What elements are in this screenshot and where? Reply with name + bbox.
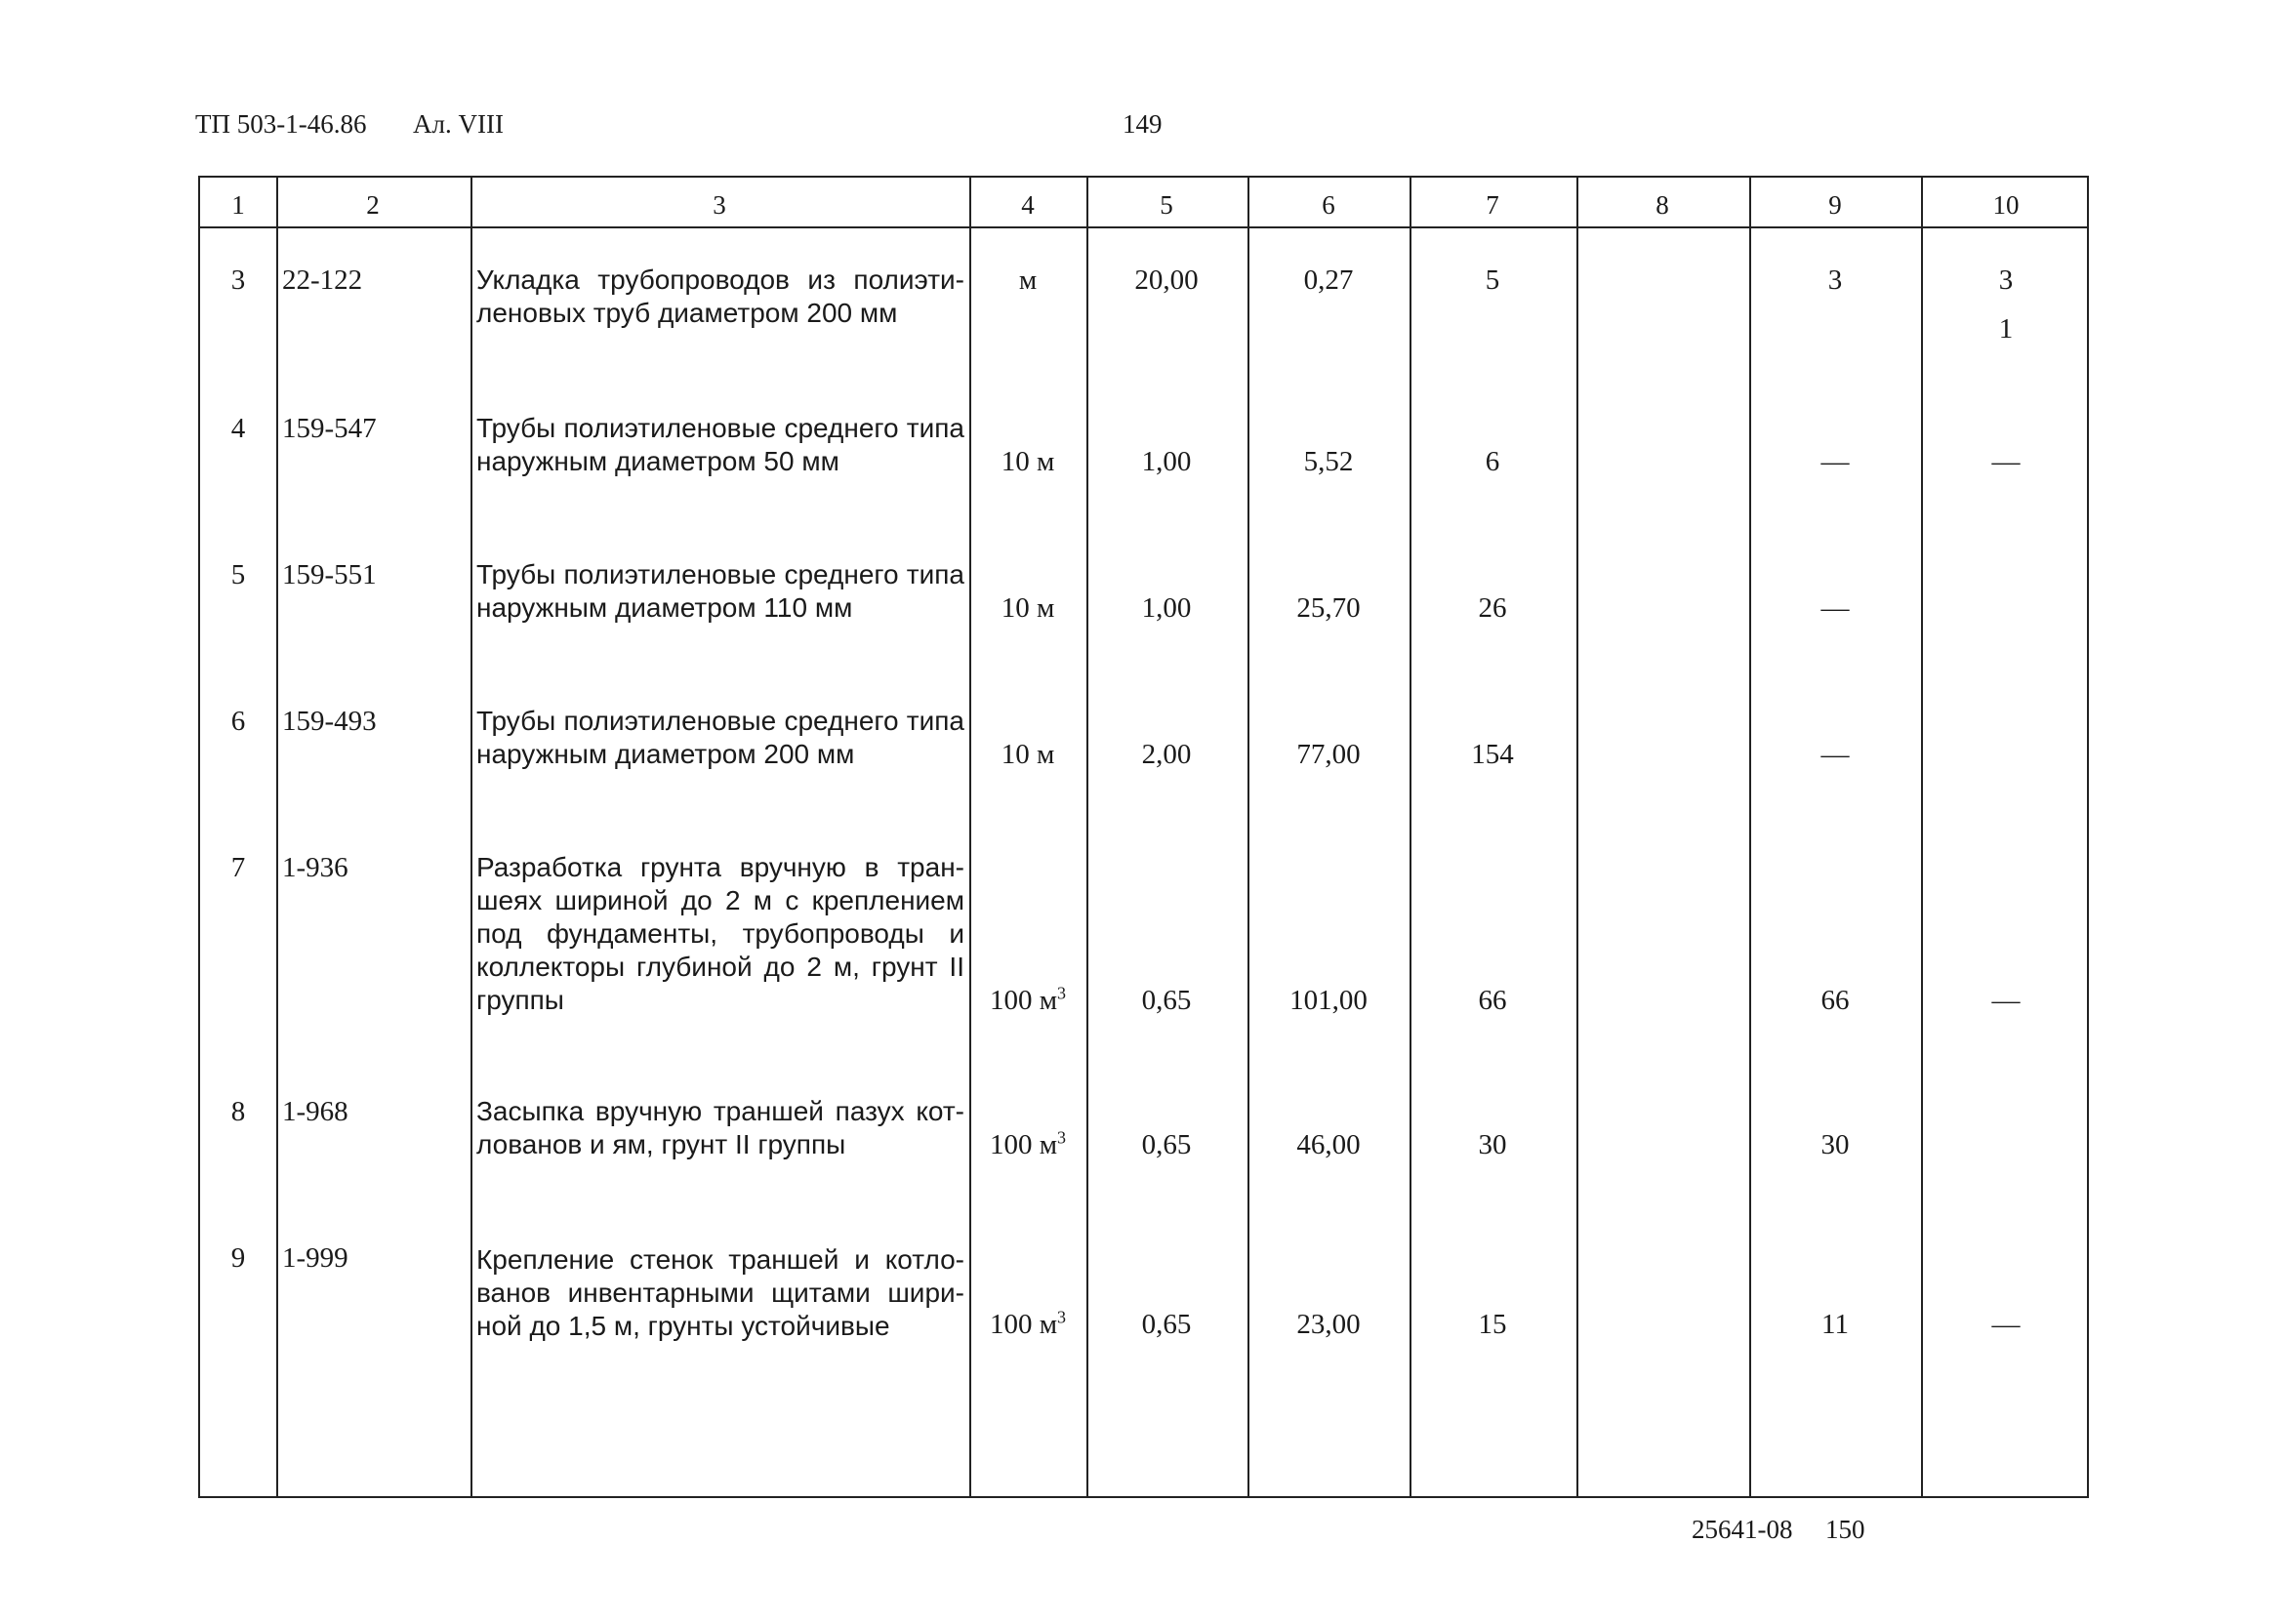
- row-total: 26: [1478, 592, 1507, 624]
- column-header-10: 10: [1992, 190, 2020, 220]
- row-code: 159-493: [282, 706, 377, 737]
- row-unit: 10 м: [1001, 446, 1055, 477]
- row-col10-extra: 1: [1998, 313, 2014, 345]
- column-divider: [276, 178, 278, 1496]
- row-number: 5: [230, 559, 246, 590]
- column-header-4: 4: [1021, 190, 1035, 220]
- row-quantity: 20,00: [1134, 264, 1199, 296]
- row-col9: 3: [1827, 264, 1843, 296]
- row-quantity: 1,00: [1141, 446, 1192, 477]
- row-price: 25,70: [1296, 592, 1361, 624]
- row-unit: 10 м: [1001, 739, 1055, 770]
- footer-page: 150: [1825, 1515, 1865, 1544]
- column-divider: [969, 178, 971, 1496]
- row-number: 6: [230, 706, 246, 737]
- column-header-2: 2: [366, 190, 380, 220]
- row-number: 9: [230, 1242, 246, 1274]
- row-unit: 100 $м^3$: [989, 1307, 1067, 1340]
- header-divider: [200, 226, 2087, 228]
- row-code: 1-968: [282, 1096, 348, 1127]
- row-unit: 100 $м^3$: [989, 983, 1067, 1016]
- row-quantity: 0,65: [1141, 985, 1192, 1016]
- row-total: 5: [1485, 264, 1500, 296]
- row-price: 23,00: [1296, 1309, 1361, 1340]
- row-col10: —: [1991, 1309, 2021, 1340]
- column-header-6: 6: [1322, 190, 1335, 220]
- row-code: 159-551: [282, 559, 377, 590]
- column-header-5: 5: [1160, 190, 1173, 220]
- row-code: 1-936: [282, 852, 348, 883]
- column-divider: [470, 178, 472, 1496]
- row-col10: —: [1991, 985, 2021, 1016]
- row-description: Крепление стенок траншей и котло-ванов инвентарными щитами шири-ной до 1,5 м, грунты устойчивые: [476, 1244, 964, 1341]
- column-divider: [1410, 178, 1411, 1496]
- column-header-1: 1: [231, 190, 245, 220]
- row-price: 46,00: [1296, 1129, 1361, 1160]
- row-number: 8: [230, 1096, 246, 1127]
- row-unit: 100 $м^3$: [989, 1127, 1067, 1160]
- row-code: 1-999: [282, 1242, 348, 1274]
- row-description: Трубы полиэтиленовые среднего типа наружным диаметром 200 мм: [476, 706, 964, 769]
- row-quantity: 0,65: [1141, 1129, 1192, 1160]
- row-col10: —: [1991, 446, 2021, 477]
- row-col9: —: [1820, 592, 1850, 624]
- column-header-8: 8: [1655, 190, 1669, 220]
- page-number: 149: [1123, 109, 1163, 139]
- row-unit: 10 м: [1001, 592, 1055, 624]
- row-price: 77,00: [1296, 739, 1361, 770]
- row-col9: 66: [1820, 985, 1850, 1016]
- row-description: Засыпка вручную траншей пазух кот-лованов и ям, грунт II группы: [476, 1096, 964, 1159]
- document-code: ТП 503-1-46.86: [195, 109, 367, 139]
- column-header-7: 7: [1486, 190, 1499, 220]
- row-total: 15: [1478, 1309, 1507, 1340]
- column-divider: [1247, 178, 1249, 1496]
- row-col9: 30: [1820, 1129, 1850, 1160]
- row-price: 5,52: [1303, 446, 1354, 477]
- row-col9: 11: [1821, 1309, 1849, 1340]
- row-number: 7: [230, 852, 246, 883]
- row-quantity: 0,65: [1141, 1309, 1192, 1340]
- row-total: 154: [1471, 739, 1514, 770]
- row-description: Укладка трубопроводов из полиэти-леновых труб диаметром 200 мм: [476, 264, 964, 328]
- column-divider: [1086, 178, 1088, 1496]
- row-quantity: 2,00: [1141, 739, 1192, 770]
- column-divider: [1576, 178, 1578, 1496]
- column-header-9: 9: [1828, 190, 1842, 220]
- row-quantity: 1,00: [1141, 592, 1192, 624]
- estimate-table: [198, 176, 2089, 1498]
- row-total: 6: [1485, 446, 1500, 477]
- row-price: 0,27: [1303, 264, 1354, 296]
- album-sheet: Ал. VIII: [413, 109, 504, 139]
- row-description: Разработка грунта вручную в тран-шеях шириной до 2 м с креплением под фундаменты, трубопроводы и коллекторы глубиной до 2 м, грунт II группы: [476, 852, 964, 1015]
- row-total: 30: [1478, 1129, 1507, 1160]
- row-description: Трубы полиэтиленовые среднего типа наружным диаметром 50 мм: [476, 413, 964, 476]
- row-number: 4: [230, 413, 246, 444]
- row-price: 101,00: [1289, 985, 1368, 1016]
- column-divider: [1749, 178, 1751, 1496]
- row-col10: 3: [1998, 264, 2014, 296]
- row-total: 66: [1478, 985, 1507, 1016]
- row-col9: —: [1820, 446, 1850, 477]
- column-header-3: 3: [713, 190, 726, 220]
- row-description: Трубы полиэтиленовые среднего типа наружным диаметром 110 мм: [476, 559, 964, 623]
- column-divider: [1921, 178, 1923, 1496]
- row-code: 159-547: [282, 413, 377, 444]
- row-number: 3: [230, 264, 246, 296]
- row-col9: —: [1820, 739, 1850, 770]
- row-unit: м: [1018, 264, 1038, 296]
- footer-code: 25641-08: [1692, 1515, 1793, 1544]
- row-code: 22-122: [282, 264, 363, 296]
